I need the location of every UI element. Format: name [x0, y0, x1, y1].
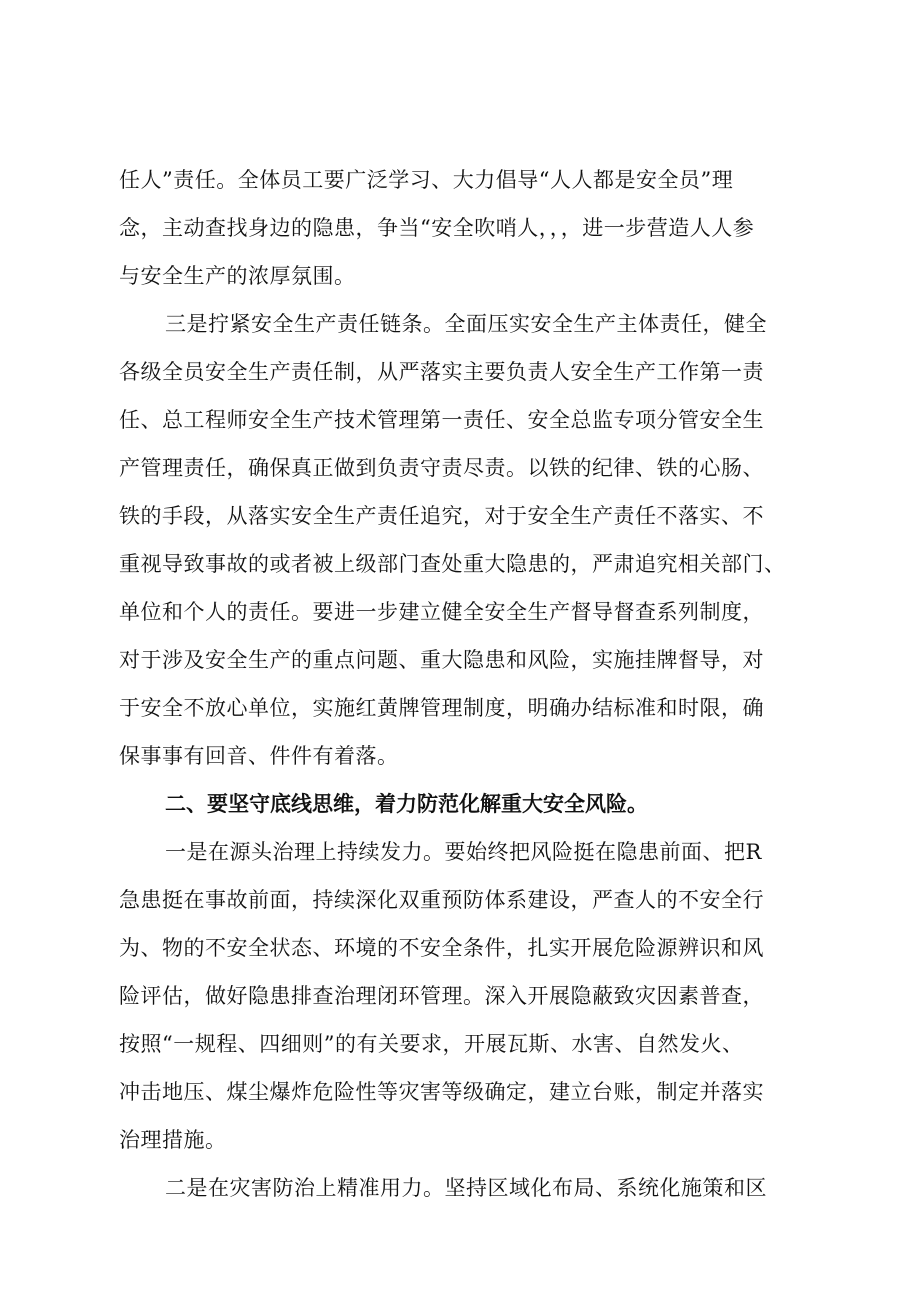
- text-line-21: 治理措施。: [119, 1128, 227, 1152]
- text-line-3: 与安全生产的浓厚氛围。: [119, 264, 356, 288]
- text-line-6: 任、总工程师安全生产技术管理第一责任、安全总监专项分管安全生: [119, 408, 764, 432]
- text-line-7: 产管理责任，确保真正做到负责守责尽责。以铁的纪律、铁的心肠、: [119, 456, 764, 480]
- text-line-12: 于安全不放心单位，实施红黄牌管理制度，明确办结标准和时限，确: [119, 696, 764, 720]
- text-line-9: 重视导致事故的或者被上级部门查处重大隐患的，严肃追究相关部门、: [119, 552, 786, 576]
- paragraph-start-1: 一是在源头治理上持续发力。要始终把风险挺在隐患前面、把R: [165, 840, 762, 864]
- text-line-2: 念，主动查找身边的隐患，争当“安全吹哨人，，，进一步营造人人参: [119, 216, 755, 240]
- text-line-18: 险评估，做好隐患排查治理闭环管理。深入开展隐蔽致灾因素普查，: [119, 984, 764, 1008]
- paragraph-start-2: 二是在灾害防治上精准用力。坚持区域化布局、系统化施策和区: [165, 1176, 767, 1200]
- text-line-5: 各级全员安全生产责任制，从严落实主要负责人安全生产工作第一责: [119, 360, 764, 384]
- text-line-20: 冲击地压、煤尘爆炸危险性等灾害等级确定，建立台账，制定并落实: [119, 1080, 764, 1104]
- paragraph-start-3: 三是拧紧安全生产责任链条。全面压实安全生产主体责任，健全: [165, 312, 767, 336]
- text-line-10: 单位和个人的责任。要进一步建立健全安全生产督导督查系列制度，: [119, 600, 764, 624]
- section-heading: 二、要坚守底线思维，着力防范化解重大安全风险。: [165, 792, 648, 816]
- text-line-1: 任人”责任。全体员工要广泛学习、大力倡导“人人都是安全员”理: [119, 168, 734, 192]
- text-line-8: 铁的手段，从落实安全生产责任追究，对于安全生产责任不落实、不: [119, 504, 764, 528]
- text-line-11: 对于涉及安全生产的重点问题、重大隐患和风险，实施挂牌督导，对: [119, 648, 764, 672]
- text-line-16: 急患挺在事故前面，持续深化双重预防体系建设，严查人的不安全行: [119, 888, 764, 912]
- text-line-17: 为、物的不安全状态、环境的不安全条件，扎实开展危险源辨识和风: [119, 936, 764, 960]
- text-line-19: 按照“一规程、四细则”的有关要求，开展瓦斯、水害、自然发火、: [119, 1032, 744, 1056]
- text-line-13: 保事事有回音、件件有着落。: [119, 744, 399, 768]
